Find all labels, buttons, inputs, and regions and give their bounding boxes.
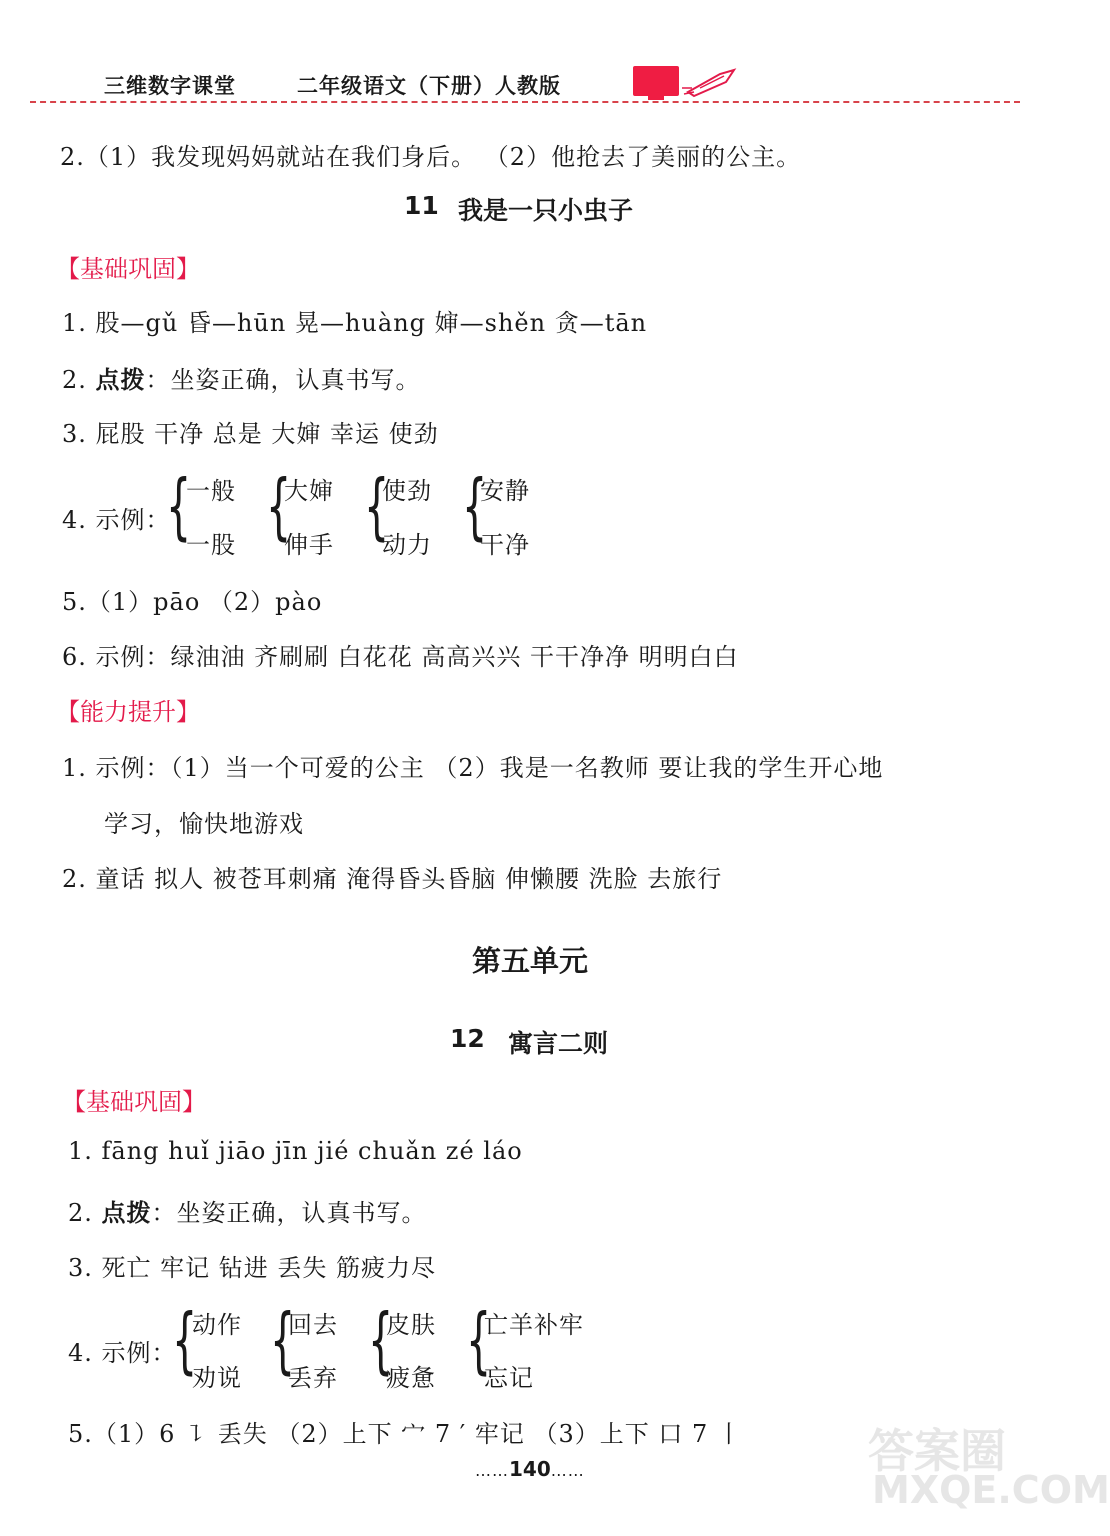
lesson-number: 12 [450,1024,485,1053]
answer-line: 学习，愉快地游戏 [104,810,304,838]
word: 回去 [288,1311,338,1339]
rocket-icon [680,66,736,100]
word: 使劲 [382,477,432,505]
brace-icon: { [462,464,488,548]
word: 动力 [382,531,432,559]
page-number: ……140…… [475,1457,585,1481]
word: 大婶 [284,477,334,505]
word: 一般 [186,477,236,505]
answer-line: 1. 股—gǔ 昏—hūn 晃—huàng 婶—shěn 贪—tān [62,309,648,337]
monitor-icon [633,66,679,96]
word: 劝说 [192,1364,242,1392]
word: 疲惫 [386,1364,436,1392]
answer-line: 6. 示例：绿油油 齐刷刷 白花花 高高兴兴 干干净净 明明白白 [62,643,739,671]
answer-line: 1. 示例：（1）当一个可爱的公主 （2）我是一名教师 要让我的学生开心地 [62,754,884,782]
brace-icon: { [466,1298,492,1382]
monitor-stand-icon [648,96,664,100]
answer-line: 2. 点拨：坐姿正确，认真书写。 [62,366,421,394]
lesson-number: 11 [404,191,439,220]
answer-line: 1. fāng huǐ jiāo jīn jié chuǎn zé láo [68,1137,523,1165]
word: 亡羊补牢 [484,1311,584,1339]
brace-icon: { [266,464,292,548]
answer-line: 5.（1）6 ㇊ 丢失 （2）上下 宀 7 ′ 牢记 （3）上下 口 7 丨 [68,1420,742,1448]
word: 皮肤 [386,1311,436,1339]
answer-line: 5.（1）pāo （2）pào [62,588,323,616]
word: 安静 [480,477,530,505]
brace-icon: { [364,464,390,548]
brace-icon: { [270,1298,296,1382]
answer-line: 2. 童话 拟人 被苍耳刺痛 淹得昏头昏脑 伸懒腰 洗脸 去旅行 [62,865,723,893]
word: 动作 [192,1311,242,1339]
section-label-basic: 【基础巩固】 [62,1088,206,1116]
brace-icon: { [166,464,192,548]
word: 伸手 [284,531,334,559]
word: 干净 [480,531,530,559]
word: 一股 [186,531,236,559]
header-book: 二年级语文（下册）人教版 [297,74,561,98]
section-label-basic: 【基础巩固】 [56,255,200,283]
header-series: 三维数字课堂 [104,74,236,98]
header-divider [30,101,1020,103]
word: 忘记 [484,1364,534,1392]
answer-line: 2. 点拨：坐姿正确，认真书写。 [68,1199,427,1227]
watermark-site: MXQE.COM [872,1468,1110,1512]
section-label-ability: 【能力提升】 [56,698,200,726]
lesson-title: 我是一只小虫子 [458,196,634,225]
brace-icon: { [172,1298,198,1382]
watermark-logo: 答案圈 [868,1424,1006,1478]
lesson-title: 寓言二则 [508,1029,609,1058]
unit-title: 第五单元 [472,944,589,978]
answer-line: 3. 死亡 牢记 钻进 丢失 筋疲力尽 [68,1254,437,1282]
answer-line: 3. 屁股 干净 总是 大婶 幸运 使劲 [62,420,439,448]
example-label: 4. 示例： [62,506,171,534]
answer-line: 2.（1）我发现妈妈就站在我们身后。 （2）他抢去了美丽的公主。 [60,143,802,171]
brace-icon: { [368,1298,394,1382]
example-label: 4. 示例： [68,1339,177,1367]
word: 丢弃 [288,1364,338,1392]
